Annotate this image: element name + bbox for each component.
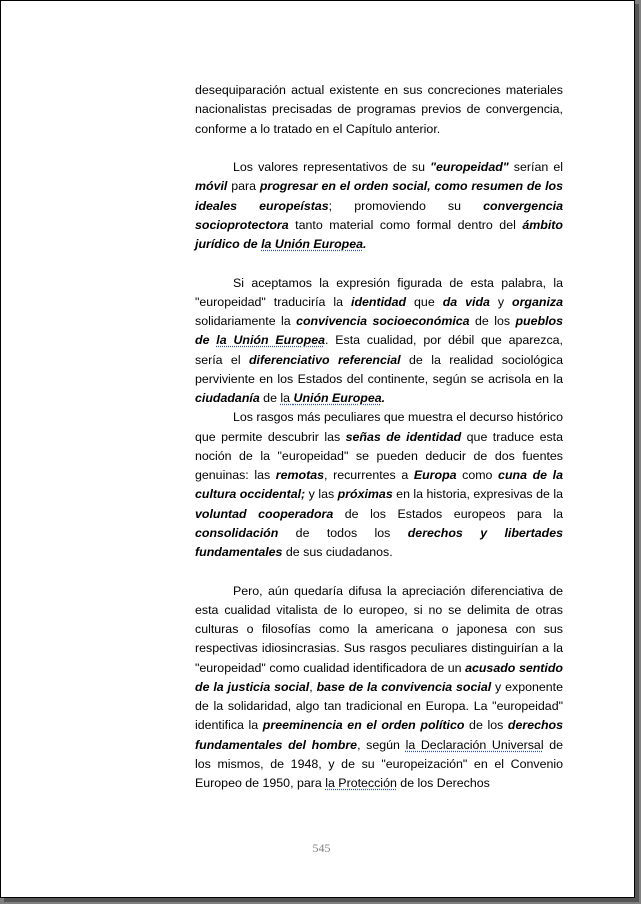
text-run: para bbox=[227, 179, 260, 194]
text-run: , bbox=[309, 679, 317, 694]
emphasis-text: organiza bbox=[512, 294, 563, 309]
text-run: solidariamente la bbox=[195, 314, 297, 328]
text-run: de sus ciudadanos. bbox=[282, 545, 393, 559]
emphasis-text: da vida bbox=[442, 294, 490, 309]
emphasis-text: remotas bbox=[275, 468, 325, 482]
paragraph bbox=[195, 158, 563, 254]
emphasis-text: derechos y libertades fundamentales bbox=[195, 525, 563, 559]
paragraph bbox=[195, 582, 563, 794]
text-run: de los bbox=[464, 718, 508, 733]
emphasis-text: ámbito jurídico de bbox=[195, 217, 563, 251]
text-run: serían el bbox=[508, 160, 564, 174]
text-run: Pero, aún quedaría difusa la apreciación diferenciativa de esta cualidad vitalista de lo europeo, si no se delimita de otras culturas o filosofías como la americana o japonesa con sus respectivas idiosincrasias. Sus rasgos peculiares distinguirían a la "europeidad" como cualidad identificadora de un bbox=[195, 583, 563, 675]
emphasis-text: preeminencia en el orden político bbox=[262, 718, 465, 733]
emphasis-text: derechos fundamentales del hombre bbox=[195, 718, 564, 752]
emphasis-text: identidad bbox=[351, 294, 407, 309]
emphasis-text: pueblos de bbox=[195, 314, 563, 348]
emphasis-text: cuna de la cultura occidental; bbox=[195, 468, 563, 502]
emphasis-text: ciudadanía bbox=[195, 391, 260, 405]
text-run: de la realidad sociológica perviviente en los Estados del continente, según se acrisola en la bbox=[195, 352, 564, 386]
text-run: la bbox=[280, 391, 294, 405]
paragraph bbox=[195, 274, 563, 409]
text-run: de los Estados europeos para la bbox=[333, 506, 563, 521]
emphasis-text: convergencia socioprotectora bbox=[195, 198, 563, 232]
emphasis-text: diferenciativo referencial bbox=[248, 352, 401, 367]
text-run: Si aceptamos la expresión figurada de esta palabra, la "europeidad" traduciría la bbox=[195, 275, 563, 309]
text-run: ; promoviendo su bbox=[328, 198, 484, 213]
text-run: de bbox=[259, 391, 281, 405]
emphasis-text: "europeidad" bbox=[430, 160, 509, 174]
emphasis-text: convivencia socioeconómica bbox=[296, 314, 470, 328]
emphasis-text: la Unión Europea bbox=[216, 333, 325, 348]
text-run: y bbox=[489, 294, 513, 309]
text-run: que traduce esta noción de la "europeidad" se pueden deducir de dos fuentes genuinas: las bbox=[195, 429, 563, 482]
body-text bbox=[195, 81, 563, 793]
emphasis-text: móvil bbox=[195, 179, 228, 194]
emphasis-text: progresar en el orden social, como resumen de los ideales europeístas bbox=[195, 179, 563, 213]
text-run: la Declaración Universal bbox=[405, 737, 544, 752]
emphasis-text: . bbox=[381, 391, 386, 405]
text-run: Los rasgos más peculiares que muestra el decurso histórico que permite descubrir las bbox=[195, 410, 563, 444]
text-run: de todos los bbox=[278, 525, 408, 540]
text-run: como bbox=[456, 468, 499, 482]
emphasis-text: consolidación bbox=[195, 525, 279, 540]
emphasis-text: acusado sentido de la justicia social bbox=[195, 660, 563, 694]
text-run: en la historia, expresivas de la bbox=[392, 487, 563, 502]
text-run: que bbox=[406, 294, 443, 309]
text-run: de los Derechos bbox=[396, 776, 490, 790]
text-run: desequiparación actual existente en sus concreciones materiales nacionalistas precisadas de programas previos de convergencia, conforme a lo tratado en el Capítulo anterior. bbox=[195, 83, 563, 136]
paragraph bbox=[195, 81, 563, 139]
text-run: y exponente de la solidaridad, algo tan tradicional en Europa. La "europeidad" identifica la bbox=[195, 679, 564, 733]
text-run: , recurrentes a bbox=[324, 468, 414, 482]
emphasis-text: la Unión Europea bbox=[261, 237, 363, 251]
emphasis-text: voluntad cooperadora bbox=[195, 506, 334, 521]
emphasis-text: Unión Europea bbox=[293, 391, 382, 405]
emphasis-text: señas de identidad bbox=[345, 429, 462, 444]
paragraph bbox=[195, 408, 563, 562]
text-run: de los mismos, de 1948, y de su "europeización" en el Convenio Europeo de 1950, para bbox=[195, 737, 564, 790]
emphasis-text: . bbox=[362, 237, 367, 251]
emphasis-text: base de la convivencia social bbox=[316, 679, 492, 694]
text-run: tanto material como formal dentro del bbox=[288, 217, 523, 232]
text-run: de los bbox=[469, 314, 516, 328]
text-run: Los valores representativos de su bbox=[233, 160, 431, 174]
text-run: . Esta cualidad, por débil que aparezca, sería el bbox=[195, 333, 564, 367]
text-run: , según bbox=[357, 737, 406, 752]
emphasis-text: próximas bbox=[337, 487, 393, 502]
text-run: la Protección bbox=[325, 776, 397, 790]
text-run: y las bbox=[305, 487, 338, 502]
emphasis-text: Europa bbox=[413, 468, 457, 482]
page-number: 545 bbox=[312, 841, 331, 855]
